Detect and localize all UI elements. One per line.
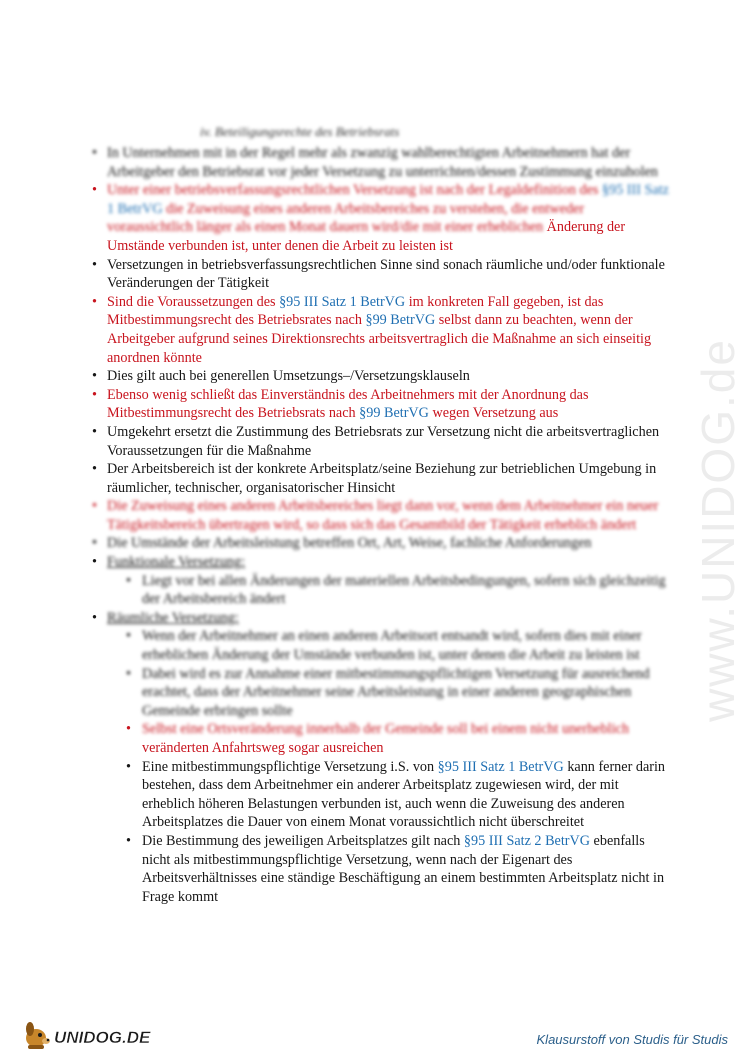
sub-list-item: • Dabei wird es zur Annahme einer mitbestimmungspflichtigen Versetzung für ausreichend erachtet, dass der Arbeitnehmer seine Arbeitsleistung in einer anderen geographischen Gemeinde erbringen sollte	[124, 665, 670, 721]
list-item: • In Unternehmen mit in der Regel mehr als zwanzig wahlberechtigten Arbeitnehmern hat der Arbeitgeber den Betriebsrat vor jeder Versetzung zu unterrichten/dessen Zustimmung einzuholen	[90, 144, 670, 181]
law-reference: §99 BetrVG	[359, 405, 429, 422]
list-item: • Der Arbeitsbereich ist der konkrete Arbeitsplatz/seine Beziehung zur betrieblichen Umgebung in räumlicher, technischer, organisatorischer Hinsicht	[90, 460, 670, 497]
law-reference: §95 III Satz 1 BetrVG	[437, 758, 564, 775]
list-item: • Unter einer betriebsverfassungsrechtlichen Versetzung ist nach der Legaldefinition des §95 III Satz 1 BetrVG die Zuweisung eines anderen Arbeitsbereiches zu verstehen, die entweder voraussichtlich länger als einen Monat dauern wird/die mit einer erheblichen Änderung der Umstände verbunden ist, unter denen die Arbeit zu leisten ist	[90, 181, 670, 255]
list-item: • Räumliche Versetzung: • Wenn der Arbeitnehmer an einen anderen Arbeitsort entsandt wird, sofern dies mit einer erheblichen Änderung der Umstände verbunden ist, unter denen die Arbeit zu leisten ist • Dabei wird es zur Annahme einer mitbestimmungspflichtigen Versetzung für ausreichend erachtet, dass der Arbeitnehmer seine Arbeitsleistung in einer anderen geographischen Gemeinde erbringen sollte • Selbst eine Ortsveränderung innerhalb der Gemeinde soll bei einem nicht unerheblich veränderten Anfahrtsweg sogar ausreichen • Eine mitbestimmungspflichtige Versetzung i.S. von §95 III Satz 1 BetrVG kann ferner darin bestehen, dass dem Arbeitnehmer ein anderer Arbeitsplatz zugewiesen wird, der mit erheblich höheren Belastungen verbunden ist, auch wenn die Zuweisung des anderen Arbeitsplatzes die Dauer von einem Monat voraussichtlich nicht überschreitet • Die Bestimmung des jeweiligen Arbeitsplatzes gilt nach §95 III Satz 2 BetrVG ebenfalls nicht als mitbestimmungspflichtige Versetzung, wenn nach der Eigenart des Arbeitsverhältnisses eine ständige Beschäftigung an einem bestimmten Arbeitsplatz nicht in Frage kommt	[90, 609, 670, 907]
list-item: • Sind die Voraussetzungen des §95 III Satz 1 BetrVG im konkreten Fall gegeben, ist das Mitbestimmungsrecht des Betriebsrates nach §99 BetrVG selbst dann zu beachten, wenn der Arbeitgeber aufgrund seines Direktionsrechts arbeitsvertraglich die Maßnahme an sich einseitig anordnen könnte	[90, 293, 670, 367]
sub-list-item: • Liegt vor bei allen Änderungen der materiellen Arbeitsbedingungen, sofern sich gleichzeitig der Arbeitsbereich ändert	[124, 572, 670, 609]
sub-list-item: • Eine mitbestimmungspflichtige Versetzung i.S. von §95 III Satz 1 BetrVG kann ferner darin bestehen, dass dem Arbeitnehmer ein anderer Arbeitsplatz zugewiesen wird, der mit erheblich höheren Belastungen verbunden ist, auch wenn die Zuweisung des anderen Arbeitsplatzes die Dauer von einem Monat voraussichtlich nicht überschreitet	[124, 758, 670, 832]
law-reference: §95 III Satz 1 BetrVG	[107, 182, 669, 217]
list-item: • Umgekehrt ersetzt die Zustimmung des Betriebsrats zur Versetzung nicht die arbeitsvertraglichen Voraussetzungen für die Maßnahme	[90, 423, 670, 460]
footer-tagline: Klausurstoff von Studis für Studis	[536, 1032, 728, 1047]
list-item: • Ebenso wenig schließt das Einverständnis des Arbeitnehmers mit der Anordnung das Mitbestimmungsrecht des Betriebsrats nach §99 BetrVG wegen Versetzung aus	[90, 386, 670, 423]
bullet-list	[90, 144, 670, 906]
watermark: www.UNIDOG.de	[692, 338, 745, 722]
dog-icon	[22, 1016, 172, 1052]
law-reference: §95 III Satz 1 BetrVG	[279, 293, 406, 310]
law-reference: §99 BetrVG	[365, 312, 436, 329]
logo-text: UNIDOG.DE	[54, 1028, 151, 1047]
list-item: • Die Umstände der Arbeitsleistung betreffen Ort, Art, Weise, fachliche Anforderungen	[90, 534, 670, 553]
list-item: • Die Zuweisung eines anderen Arbeitsbereiches liegt dann vor, wenn dem Arbeitnehmer ein neuer Tätigkeitsbereich übertragen wird, so dass sich das Gesamtbild der Tätigkeit erheblich ändert	[90, 497, 670, 534]
sub-list-item: • Die Bestimmung des jeweiligen Arbeitsplatzes gilt nach §95 III Satz 2 BetrVG ebenfalls nicht als mitbestimmungspflichtige Versetzung, wenn nach der Eigenart des Arbeitsverhältnisses eine ständige Beschäftigung an einem bestimmten Arbeitsplatz nicht in Frage kommt	[124, 832, 670, 906]
list-item: • Funktionale Versetzung: • Liegt vor bei allen Änderungen der materiellen Arbeitsbedingungen, sofern sich gleichzeitig der Arbeitsbereich ändert	[90, 553, 670, 609]
section-heading: iv. Beteiligungsrechte des Betriebsrats	[200, 124, 400, 139]
list-item: • Versetzungen in betriebsverfassungsrechtlichen Sinne sind sonach räumliche und/oder funktionale Veränderungen der Tätigkeit	[90, 256, 670, 293]
sub-list-item: • Selbst eine Ortsveränderung innerhalb der Gemeinde soll bei einem nicht unerheblich veränderten Anfahrtsweg sogar ausreichen	[124, 720, 670, 757]
sub-list-item: • Wenn der Arbeitnehmer an einen anderen Arbeitsort entsandt wird, sofern dies mit einer erheblichen Änderung der Umstände verbunden ist, unter denen die Arbeit zu leisten ist	[124, 627, 670, 664]
list-item: • Dies gilt auch bei generellen Umsetzungs–/Versetzungsklauseln	[90, 367, 670, 386]
unidog-logo	[22, 1016, 172, 1052]
sub-list	[107, 627, 670, 906]
document-body	[90, 144, 670, 906]
sub-list	[107, 572, 670, 609]
law-reference: §95 III Satz 2 BetrVG	[463, 832, 590, 849]
